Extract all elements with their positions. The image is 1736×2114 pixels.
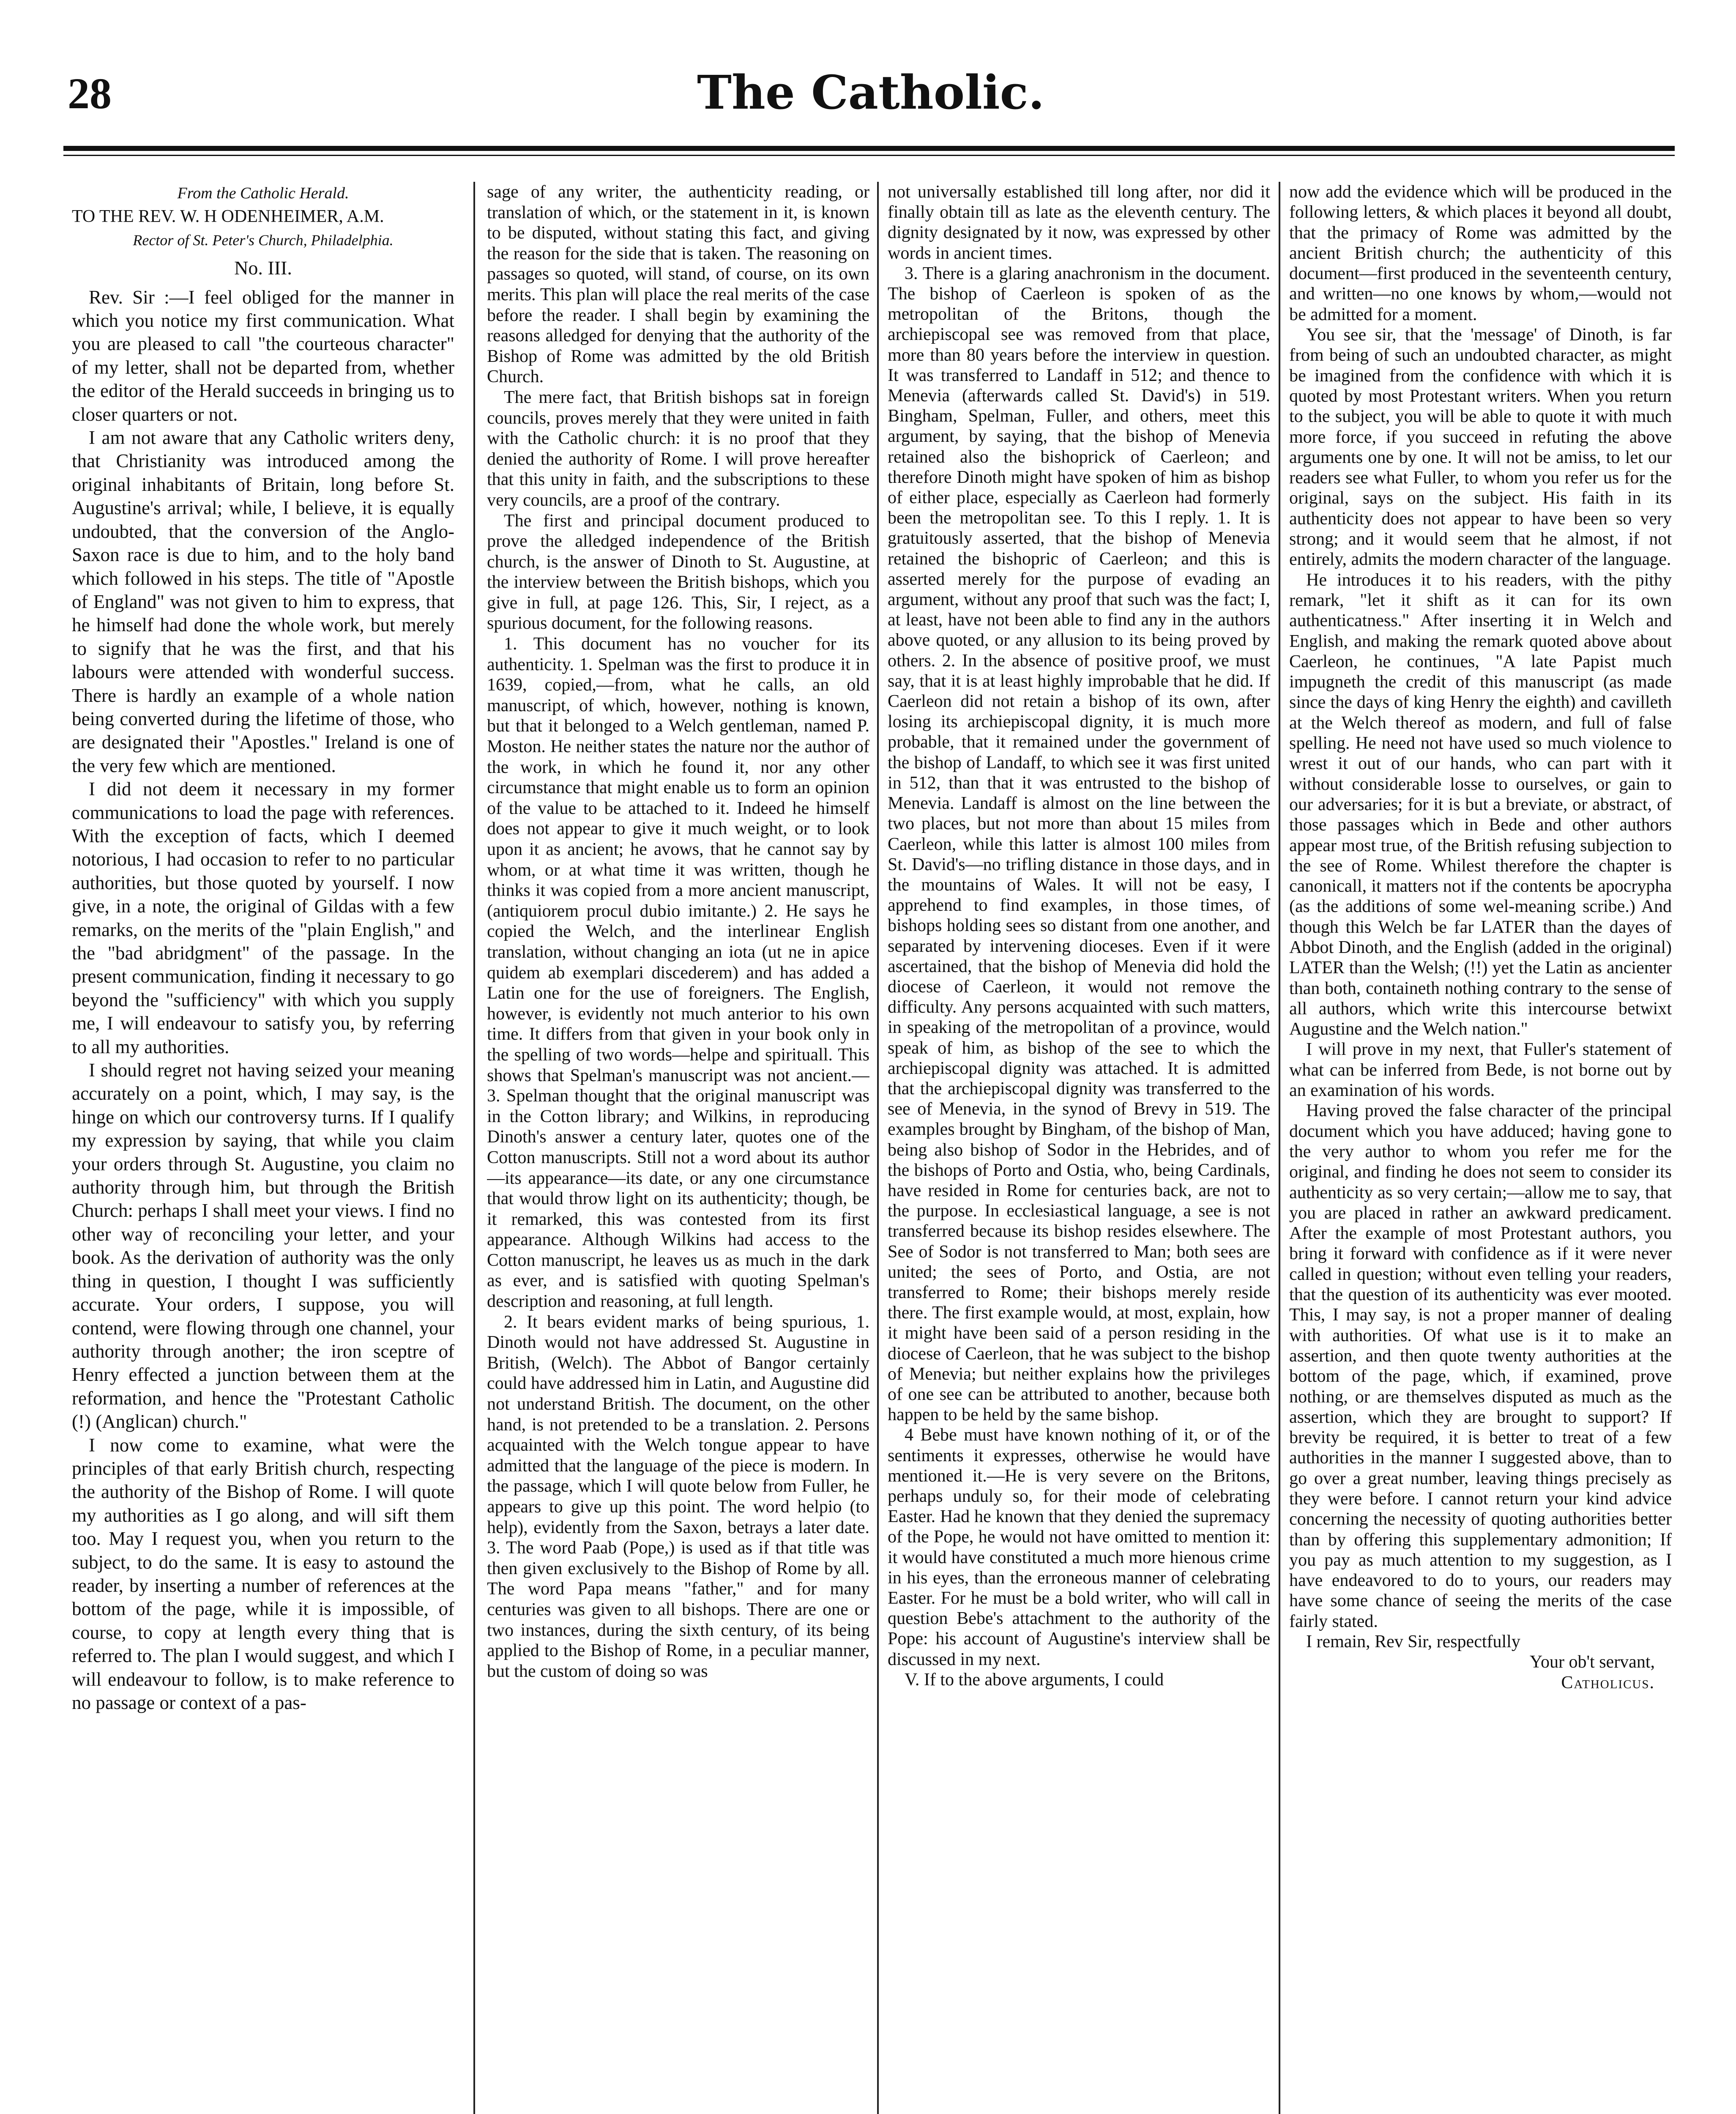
paragraph: 2. It bears evident marks of being spurious, 1. Dinoth would not have addressed St. Augustine in British, (Welch). The Abbot of Bangor certainly could have addressed him in Latin, and Augustine did not understand British. The document, on the other hand, is not pretended to be a translation. 2. Persons acquainted with the Welch tongue appear to have admitted that the language of the piece is modern. In the passage, which I will quote below from Fuller, he appears to give up this point. The word helpio (to help), evidently from the Saxon, betrays a later date. 3. The word Paab (Pope,) is used as if that title was then given exclusively to the Bishop of Rome by all. The word Papa means "father," and for many centuries was given to all bishops. There are one or two instances, during the sixth century, of its being applied to the Bishop of Rome, in a peculiar manner, but the custom of doing so was (487, 1312, 869, 1681)
paragraph: Having proved the false character of the principal document which you have adduced; having gone to the very author to whom you refer me for the original, and finding he does not seem to consider its authenticity as so very certain;—allow me to say, that you are placed in rather an awkward predicament. After the example of most Protestant authors, you bring it forward with confidence as if it were never called in question; without even telling your readers, that the question of its authenticity was ever mooted. This, I may say, is not a proper manner of dealing with authorities. Of what use is it to make an assertion, and then quote twenty authorities at the bottom of the page, which, if examined, prove nothing, or are themselves disputed as much as the assertion, which they are brought to support? If brevity be required, it is better to treat of a few authorities in the manner I suggested above, than to go over a great number, leaving things precisely as they were before. I cannot return your kind advice concerning the necessity of quoting authorities better than by offering this supplementary admonition; If you pay as much attention to my suggestion, as I have endeavored to do to yours, our readers may have some chance of seeing the merits of the case fairly stated. (1289, 1101, 1672, 1631)
closing-line: I remain, Rev Sir, respectfully (1306, 1632, 1520, 1652)
paragraph: He introduces it to his readers, with the pithy remark, "let it shift as it can for its own authenticatness." After inserting it in Welch and English, and making the remark quoted above about Caerleon, he continues, "A late Papist much impugneth the credit of this manuscript (as made since the days of king Henry the eighth) and cavilleth at the Welch thereof as modern, and full of false spelling. He need not have used so much violence to wrest it out of our hands, who can part with it without considerable losse to ourselves, or gain to our adversaries; for it is but a breviate, or abstract, of those passages which in Bede and other authors appear most true, of the British refusing subjection to the see of Rome. Whilest therefore the chapter is canonicall, it matters not if the contents be apocrypha (as the additions of some wel-meaning scribe.) And though this Welch be far LATER than the dayes of Abbot Dinoth, and the English (added in the original) LATER than the Welsh; (!!) yet the Latin as ancienter than both, containeth nothing contrary to the sense of all authors, which write this intercourse betwixt Augustine and the Welch nation." (1289, 570, 1672, 1039)
text-column-1 (72, 182, 454, 2114)
header-rule-thin (63, 155, 1675, 156)
paragraph: The mere fact, that British bishops sat in foreign councils, proves merely that they were united in faith with the Catholic church: it is no proof that they denied the authority of Rome. I will prove hereafter that this unity in faith, and the subscriptions to these very councils, are a proof of the contrary. (487, 387, 869, 510)
text-column-4 (1289, 182, 1672, 2114)
paragraph: You see sir, that the 'message' of Dinoth, is far from being of such an undoubted character, as might be imagined from the confidence with which it is quoted by most Protestant writers. When you return to the subject, you will be able to quote it with much more force, if you succeed in refuting the above arguments one by one. It will not be amiss, to let our readers see what Fuller, to whom you refer us for the original, says on the subject. His faith in its authenticity does not appear to have been so very strong; and it would seem that he almost, if not entirely, admits the modern character of the language. (1289, 325, 1672, 570)
text-column-3 (888, 182, 1270, 2114)
column-divider (1279, 182, 1280, 2114)
paragraph: V. If to the above arguments, I could (905, 1670, 1164, 1690)
paragraph: I am not aware that any Catholic writers deny, that Christianity was introduced among the original inhabitants of Britain, long before St. Augustine's arrival; while, I believe, it is equally undoubted, that the conversion of the Anglo-Saxon race is due to him, and to the holy band which followed in his steps. The title of "Apostle of England" was not given to him to express, that he himself had done the whole work, but merely to signify that he was the first, and that his labours were attended with wonderful success. There is hardly an example of a whole nation being converted during the lifetime of those, who are designated their "Apostles." Ireland is one of the very few which are mentioned. (72, 427, 454, 776)
signature: Catholicus. (1561, 1673, 1655, 1692)
paragraph: now add the evidence which will be produced in the following letters, & which places it beyond all doubt, that the primacy of Rome was admitted by the ancient British church; the authenticity of this document—first produced in the seventeenth century, and written—no one knows by whom,—would not be admitted for a moment. (1289, 182, 1672, 324)
addressee-title: Rector of St. Peter's Church, Philadelphia. (133, 231, 394, 249)
paragraph: The first and principal document produced to prove the alledged independence of the British church, is the answer of Dinoth to St. Augustine, at the interview between the British bishops, which you give in full, at page 126. This, Sir, I reject, as a spurious document, for the following reasons. (487, 511, 869, 633)
servant-line: Your ob't servant, (1529, 1652, 1655, 1672)
paragraph: 4 Bebe must have known nothing of it, or of the sentiments it expresses, otherwise he would have mentioned it.—He is very severe on the Britons, perhaps unduly so, for their mode of celebrating Easter. Had he known that they denied the supremacy of the Pope, he would not have omitted to mention it: it would have constituted a much more hienous crime in his eyes, than the erroneous manner of celebrating Easter. For he must be a bold writer, who will call in question Bebe's attachment to the authority of the Pope: his account of Augustine's interview shall be discussed in my next. (888, 1425, 1270, 1669)
page-number: 28 (68, 69, 112, 118)
paragraph: 1. This document has no voucher for its authenticity. 1. Spelman was the first to produce it in 1639, copied,—from, what he calls, an old manuscript, of which, however, nothing is known, but that it belonged to a Welch gentleman, named P. Moston. He neither states the nature nor the author of the work, in which he found it, nor any other circumstance that might enable us to form an opinion of the value to be attached to it. Indeed he himself does not appear to give it much weight, or to look upon it as ancient; he avows, that he cannot say by whom, or at what time it was written, though he thinks it was copied from a more ancient manuscript, (antiquiorem procul dubio imitante.) 2. He says he copied the Welch, and the interlinear English translation, without changing an iota (ut ne in apice quidem ab exemplari discederem) and has added a Latin one for the use of foreigners. The English, however, is evidently not much anterior to his own time. It differs from that given in your book only in the spelling of two words—helpe and spirituall. This shows that Spelman's manuscript was not ancient.—3. Spelman thought that the original manuscript was in the Cotton library; and Wilkins, in reproducing Dinoth's answer a century later, quotes one of the Cotton manuscripts. Still not a word about its author—its appearance—its date, or any one circumstance that would throw light on its authenticity; though, be it remarked, this was contested from its first appearance. Although Wilkins had access to the Cotton manuscript, he leaves us as much in the dark as ever, and is satisfied with quoting Spelman's description and reasoning, at full length. (487, 634, 869, 1312)
paragraph: I should regret not having seized your meaning accurately on a point, which, I may say, is the hinge on which our controversy turns. If I qualify my expression by saying, that while you claim your orders through St. Augustine, you claim no authority through him, but through the British Church: perhaps I shall meet your views. I find no other way of reconciling your letter, and your book. As the derivation of authority was the only thing in question, I thought I was sufficiently accurate. Your orders, I suppose, you will contend, were flowing through one channel, your authority through another; the iron sceptre of Henry effected a junction between them at the reformation, and hence the "Protestant Catholic (!) (Anglican) church." (72, 1060, 454, 1432)
paragraph: Rev. Sir :—I feel obliged for the manner in which you notice my first communication. What you are pleased to call "the courteous character" of my letter, shall not be departed from, whether the editor of the Herald succeeds in bringing us to closer quarters or not. (72, 286, 454, 425)
letter-number: No. III. (234, 257, 292, 279)
paragraph: sage of any writer, the authenticity reading, or translation of which, or the statement in it, is known to be disputed, without stating this fact, and giving the reason for the side that is taken. The reasoning on passages so quoted, will stand, of course, on its own merits. This plan will place the real merits of the case before the reader. I shall begin by examining the reasons alledged for denying that the authority of the Bishop of Rome was admitted by the old British Church. (487, 182, 869, 387)
paragraph: not universally established till long after, nor did it finally obtain till as late as the eleventh century. The dignity designated by it now, was expressed by other words in ancient times. (888, 182, 1270, 263)
paragraph: I will prove in my next, that Fuller's statement of what can be inferred from Bede, is not borne out by an examination of his words. (1289, 1040, 1672, 1101)
masthead (68, 65, 1674, 140)
paragraph: I did not deem it necessary in my former communications to load the page with references. With the exception of facts, which I deemed notorious, I had occasion to refer to no particular authorities, but those quoted by yourself. I now give, in a note, the original of Gildas with a few remarks, on the merits of the "plain English," and the "bad abridgment" of the passage. In the present communication, finding it necessary to go beyond the "sufficiency" with which you supply me, I will endeavour to satisfy you, by referring to all my authorities. (72, 778, 454, 1057)
column-divider (473, 182, 475, 2114)
paragraph: 3. There is a glaring anachronism in the document. The bishop of Caerleon is spoken of as the metropolitan of the Britons, though the archiepiscopal see was removed from that place, more than 80 years before the interview in question. It was transferred to Landaff in 512; and thence to Menevia (afterwards called St. David's) in 519. Bingham, Spelman, Fuller, and others, meet this argument, by saying, that the bishop of Menevia retained also the bishoprick of Caerleon; and therefore Dinoth might have spoken of him as bishop of either place, especially as Caerleon had formerly been the metropolitan see. To this I reply. 1. It is gratuitously asserted, that the bishop of Menevia retained the bishopric of Caerleon; and this is asserted merely for the purpose of evading an argument, without any proof that such was the fact; I, at least, have not been able to find any in the authors above quoted, or any allusion to its being proved by others. 2. In the absence of positive proof, we must say, that it is at least highly improbable that he did. If Caerleon did not retain a bishop of its own, after losing its archiepiscopal dignity, it is much more probable, that it remained under the government of the bishop of Landaff, to which see it was first united in 512, than that it was entrusted to the bishop of Menevia. Landaff is almost on the line between the two places, but not more than about 15 miles from Caerleon, while this latter is almost 100 miles from St. David's—no trifling distance in those days, and in the mountains of Wales. It will not be easy, I apprehend to find examples, in those times, of bishops holding sees so distant from one another, and separated by intervening dioceses. Even if it were ascertained, that the bishop of Menevia did hold the diocese of Caerleon, it would not remove the difficulty. Any persons acquainted with such matters, in speaking of the metropolitan of a province, would speak of him, as bishop of the see to which the archiepiscopal dignity was attached. It is admitted that the archiepiscopal dignity was transferred to the see of Menevia, in the synod of Brevy in 519. The examples brought by Bingham, of the bishop of Man, being also bishop of Sodor in the Hebrides, and of the bishops of Porto and Ostia, who, being Cardinals, have resided in Rome for centuries back, are not to the purpose. In ecclesiastical language, a see is not transferred because its bishop resides elsewhere. The See of Sodor is not transferred to Man; both sees are united; the sees of Porto, and Ostia, are not transferred to Rome; their bishops merely reside there. The first example would, at most, explain, how it might have been said of a person residing in the diocese of Caerleon, that he was subject to the bishop of Menevia; but neither explains how the privileges of one see can be attributed to another, because both happen to be held by the same bishop. (888, 263, 1270, 1425)
publication-title: The Catholic. (697, 65, 1044, 120)
source-line: From the Catholic Herald. (177, 184, 349, 202)
text-column-2 (487, 182, 869, 2114)
column-divider (877, 182, 879, 2114)
paragraph: I now come to examine, what were the principles of that early British church, respecting the authority of the Bishop of Rome. I will quote my authorities as I go along, and will sift them too. May I request you, when you return to the subject, to do the same. It is easy to astound the reader, by inserting a number of references at the bottom of the page, while it is impossible, of course, to copy at length every thing that is referred to. The plan I would suggest, and which I will endeavour to follow, is to make reference to no passage or context of a pas- (72, 1434, 454, 1713)
letter-addressee: TO THE REV. W. H ODENHEIMER, A.M. (72, 207, 384, 227)
header-rule-thick (63, 146, 1675, 151)
